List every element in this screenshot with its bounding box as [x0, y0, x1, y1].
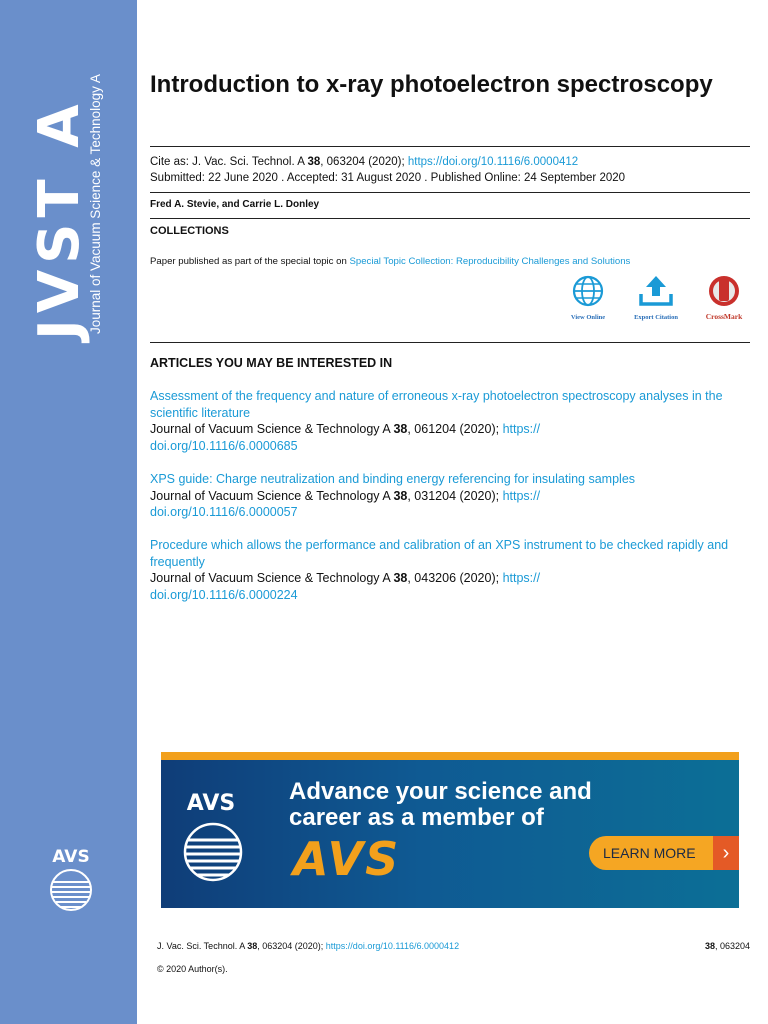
banner-avs-wordmark: AVS — [293, 832, 401, 886]
related-doi-link[interactable]: doi.org/10.1116/6.0000224 — [150, 587, 298, 602]
related-doi-link[interactable]: https:// — [502, 488, 541, 503]
publication-dates: Submitted: 22 June 2020 . Accepted: 31 August 2020 . Published Online: 24 September 2020 — [150, 172, 626, 184]
view-online-button[interactable] — [558, 274, 618, 324]
avs-membership-banner[interactable] — [161, 752, 739, 908]
related-article — [150, 388, 750, 454]
footer-volume: 38 — [247, 941, 258, 951]
learn-more-label: LEARN MORE — [603, 845, 696, 861]
journal-abbrev: JVST A — [27, 98, 92, 340]
footer-cite-prefix: J. Vac. Sci. Technol. A — [157, 941, 248, 951]
related-journal: Journal of Vacuum Science & Technology A — [150, 571, 394, 585]
banner-stripe — [161, 752, 739, 760]
citation-line — [150, 154, 625, 170]
export-citation-button[interactable] — [626, 274, 686, 324]
footer-cite-suffix: , 063204 (2020); — [257, 941, 326, 951]
special-topic-note — [150, 256, 630, 267]
related-volume: 38 — [393, 571, 408, 585]
export-citation-label: Export Citation — [634, 314, 678, 321]
related-doi-link[interactable]: https:// — [502, 422, 541, 436]
related-article-title-link[interactable]: Procedure which allows the performance and calibration of an XPS instrument to be checked rapidly and frequently — [150, 538, 729, 569]
footer-page-number: , 063204 — [714, 941, 750, 951]
related-volume: 38 — [393, 422, 408, 436]
cite-volume: 38 — [307, 156, 321, 168]
learn-more-button[interactable] — [589, 836, 739, 870]
cite-prefix: Cite as: J. Vac. Sci. Technol. A — [150, 156, 308, 168]
related-article-citation — [150, 488, 750, 521]
avs-logo-text: AVS — [52, 847, 90, 867]
divider — [150, 192, 750, 193]
related-article-citation — [150, 570, 750, 603]
crossmark-icon — [694, 274, 754, 312]
article-doi-link[interactable]: https://doi.org/10.1116/6.0000412 — [407, 156, 579, 168]
cite-suffix: , 063204 (2020); — [320, 156, 408, 168]
related-volume: 38 — [393, 488, 408, 503]
article-title: Introduction to x-ray photoelectron spectroscopy — [150, 71, 713, 98]
journal-name: Journal of Vacuum Science & Technology A — [88, 74, 103, 334]
related-ref: , 043206 (2020); — [407, 571, 503, 585]
view-online-label: View Online — [570, 314, 606, 321]
related-article — [150, 537, 750, 603]
related-article-title-link[interactable]: XPS guide: Charge neutralization and binding energy referencing for insulating samples — [150, 472, 636, 486]
banner-headline-line1: Advance your science and — [289, 778, 592, 805]
related-journal: Journal of Vacuum Science & Technology A — [150, 488, 394, 503]
avs-logo-icon — [173, 788, 257, 886]
related-ref: , 061204 (2020); — [407, 422, 503, 436]
footer-page-volume: 38 — [704, 941, 715, 951]
journal-brand — [27, 20, 110, 340]
related-ref: , 031204 (2020); — [407, 488, 503, 503]
banner-headline-line2: career as a member of — [289, 804, 544, 831]
special-topic-prefix: Paper published as part of the special topic on — [150, 256, 350, 267]
avs-logo-icon — [40, 846, 102, 912]
related-article-title-link[interactable]: Assessment of the frequency and nature of erroneous x-ray photoelectron spectroscopy analyses in the scientific literature — [150, 389, 723, 420]
export-icon — [626, 274, 686, 312]
crossmark-label: CrossMark — [705, 312, 743, 321]
footer-citation — [157, 941, 459, 951]
special-topic-link[interactable]: Special Topic Collection: Reproducibility Challenges and Solutions — [349, 256, 631, 267]
footer-doi-link[interactable]: https://doi.org/10.1116/6.0000412 — [325, 941, 460, 951]
related-journal: Journal of Vacuum Science & Technology A — [150, 422, 394, 436]
chevron-right-icon: › — [713, 836, 739, 870]
footer-page-ref — [705, 941, 750, 951]
citation-block — [150, 154, 625, 186]
related-doi-link[interactable]: doi.org/10.1116/6.0000057 — [150, 505, 298, 519]
related-doi-link[interactable]: https:// — [502, 571, 541, 585]
collections-heading: COLLECTIONS — [150, 225, 229, 237]
copyright: © 2020 Author(s). — [157, 964, 228, 974]
divider — [150, 146, 750, 147]
related-doi-link[interactable]: doi.org/10.1116/6.0000685 — [150, 438, 298, 453]
authors: Fred A. Stevie, and Carrie L. Donley — [150, 199, 320, 210]
related-article-citation — [150, 421, 750, 454]
divider — [150, 342, 750, 343]
crossmark-button[interactable] — [694, 274, 754, 324]
banner-logo-text: AVS — [186, 791, 236, 816]
related-article — [150, 471, 750, 521]
globe-icon — [558, 274, 618, 312]
divider — [150, 218, 750, 219]
related-articles-heading: ARTICLES YOU MAY BE INTERESTED IN — [150, 356, 393, 370]
journal-sidebar — [0, 0, 137, 1024]
